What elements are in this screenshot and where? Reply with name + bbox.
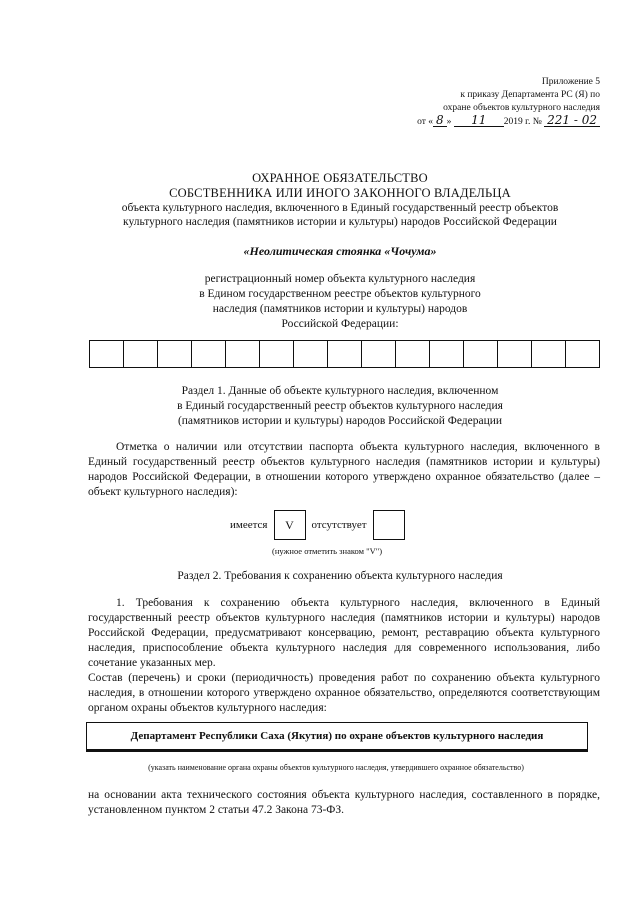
exists-checkbox[interactable]: V: [274, 510, 306, 540]
date-day: 8: [433, 115, 447, 127]
reg-cell[interactable]: [327, 340, 362, 368]
reg-cell[interactable]: [361, 340, 396, 368]
document-title: [60, 171, 620, 201]
appendix-date-line: [417, 115, 600, 129]
title-line-1: ОХРАННОЕ ОБЯЗАТЕЛЬСТВО: [252, 171, 428, 185]
reg-cell[interactable]: [89, 340, 124, 368]
passport-checkbox-row: [230, 510, 411, 540]
reg-cell[interactable]: [497, 340, 532, 368]
exists-label: имеется: [230, 519, 268, 531]
checkbox-hint: (нужное отметить знаком "V"): [272, 546, 383, 556]
date-year: 2019 г. №: [503, 117, 542, 127]
date-prefix: от «: [417, 117, 433, 127]
registration-line-2: в Едином государственном реестре объектов культурного: [199, 288, 481, 300]
date-mid: »: [446, 117, 452, 127]
organ-name-box: [86, 722, 588, 750]
reg-cell[interactable]: [191, 340, 226, 368]
registration-line-1: регистрационный номер объекта культурного наследия: [204, 273, 476, 285]
object-name: «Неолитическая стоянка «Чочума»: [243, 244, 437, 258]
title-line-4: культурного наследия (памятников истории и культуры) народов Российской Федерации: [123, 216, 557, 228]
requirements-paragraph: [88, 596, 600, 716]
date-month: 11: [454, 115, 504, 127]
section-1-heading: [60, 384, 620, 429]
title-line-3: объекта культурного наследия, включенного в Единый государственный реестр объектов: [121, 202, 559, 214]
reg-cell[interactable]: [259, 340, 294, 368]
reg-cell[interactable]: [531, 340, 566, 368]
section-1-line-3: (памятников истории и культуры) народов Российской Федерации: [177, 415, 503, 427]
registration-number-boxes: [90, 340, 600, 368]
reg-cell[interactable]: [565, 340, 600, 368]
reg-cell[interactable]: [123, 340, 158, 368]
title-line-2: СОБСТВЕННИКА ИЛИ ИНОГО ЗАКОННОГО ВЛАДЕЛЬЦА: [169, 186, 511, 200]
document-subtitle: [60, 201, 620, 229]
organ-name: Департамент Республики Саха (Якутия) по охране объектов культурного наследия: [130, 730, 544, 742]
appendix-line-1: Приложение 5: [541, 77, 600, 87]
appendix-line-2: к приказу Департамента РС (Я) по: [460, 90, 600, 100]
absent-checkbox[interactable]: [373, 510, 405, 540]
registration-caption: [60, 272, 620, 332]
reg-cell[interactable]: [463, 340, 498, 368]
reg-cell[interactable]: [429, 340, 464, 368]
basis-paragraph: на основании акта технического состояния объекта культурного наследия, составленного в порядке, установленном пунктом 2 статьи 47.2 Закона 73-ФЗ.: [88, 789, 600, 816]
reg-cell[interactable]: [293, 340, 328, 368]
appendix-line-3: охране объектов культурного наследия: [443, 103, 600, 113]
organ-hint: (указать наименование органа охраны объектов культурного наследия, утвердившего охранное обязательство): [148, 763, 524, 772]
section-1-line-2: в Единый государственный реестр объектов культурного наследия: [177, 400, 503, 412]
registration-line-4: Российской Федерации:: [281, 318, 399, 330]
section-2-heading: Раздел 2. Требования к сохранению объекта культурного наследия: [177, 570, 503, 582]
order-number: 221 - 02: [544, 115, 600, 127]
requirements-number: 1.: [116, 597, 125, 609]
registration-line-3: наследия (памятников истории и культуры) народов: [212, 303, 468, 315]
requirements-text-2: Состав (перечень) и сроки (периодичность) проведения работ по сохранению объекта культурного наследия, в отношении которого утверждено охранное обязательство, определяются соответствующим органом охраны объектов культурного наследия:: [88, 672, 600, 714]
reg-cell[interactable]: [225, 340, 260, 368]
appendix-block: [417, 76, 600, 129]
reg-cell[interactable]: [395, 340, 430, 368]
absent-label: отсутствует: [311, 519, 367, 531]
passport-paragraph: Отметка о наличии или отсутствии паспорта объекта культурного наследия, включенного в Единый государственный реестр объектов культурного наследия (памятников истории и культуры) народов Российской Федерации, в отношении которого утверждено охранное обязательство (далее – объект культурного наследия):: [88, 441, 600, 498]
reg-cell[interactable]: [157, 340, 192, 368]
section-1-line-1: Раздел 1. Данные об объекте культурного наследия, включенном: [181, 385, 499, 397]
requirements-text: Требования к сохранению объекта культурного наследия, включенного в Единый государственный реестр объектов культурного наследия (памятников истории и культуры) народов Российской Федерации, предусматривают консервацию, ремонт, реставрацию объекта культурного наследия, приспособление объекта культурного наследия для современного использования, либо сочетание указанных мер.: [88, 597, 600, 669]
